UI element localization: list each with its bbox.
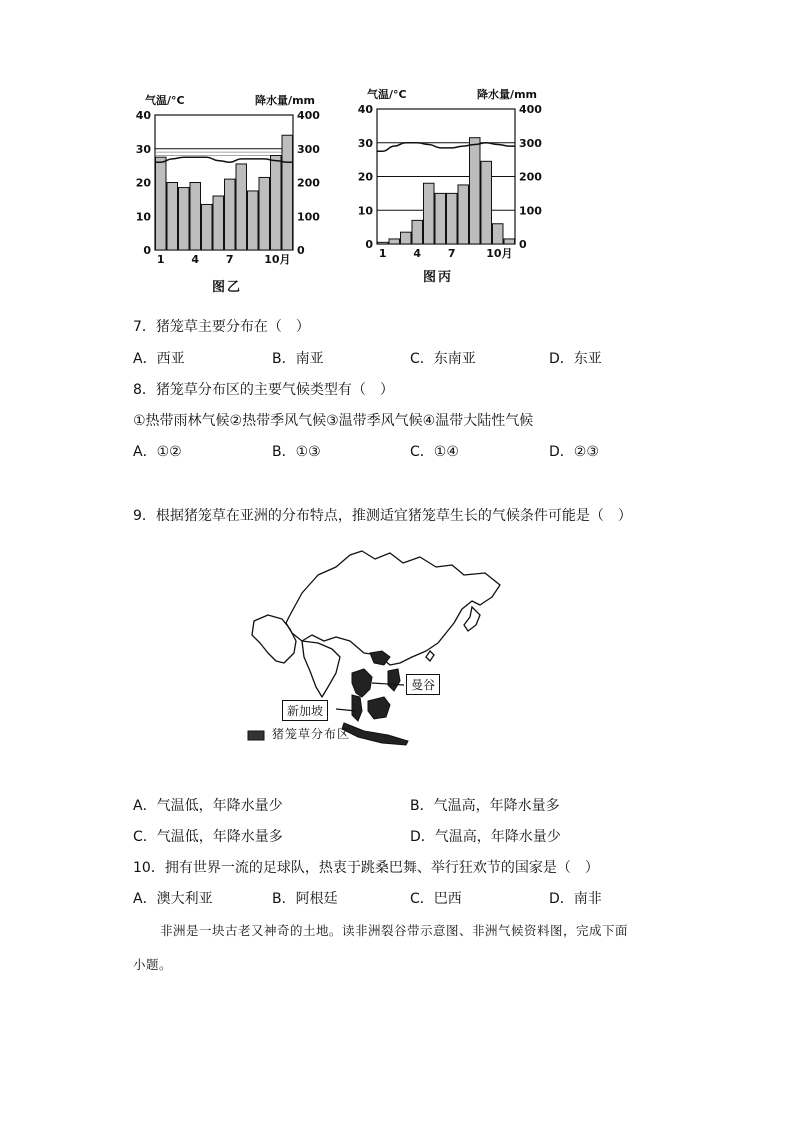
distribution-sumatra-java	[342, 723, 408, 745]
q8-stem: 8．猪笼草分布区的主要气候类型有（ ）	[133, 382, 394, 398]
y-left-tick-label: 30	[135, 142, 151, 156]
q7-option-a[interactable]: A．西亚	[133, 351, 185, 367]
distribution-borneo	[368, 697, 390, 719]
y-left-tick-label: 20	[357, 170, 373, 184]
x-tick-label: 4	[191, 253, 200, 266]
precipitation-bar	[504, 239, 515, 244]
q7-option-d[interactable]: D．东亚	[549, 351, 602, 367]
chart-bing-caption: 图丙	[423, 270, 454, 285]
y-right-tick-label: 400	[519, 103, 542, 116]
precipitation-bar	[412, 220, 423, 244]
q7-stem: 7．猪笼草主要分布在（ ）	[133, 319, 310, 335]
y-left-tick-label: 40	[135, 109, 151, 122]
q9-option-c[interactable]: C．气温低，年降水量多	[133, 829, 283, 845]
precipitation-bar	[401, 232, 412, 244]
q10-option-c[interactable]: C．巴西	[410, 891, 462, 907]
precipitation-bar	[225, 179, 236, 250]
precipitation-bar	[424, 183, 435, 244]
y-left-tick-label: 40	[357, 103, 373, 116]
y-right-tick-label: 400	[297, 109, 320, 122]
q9-option-b[interactable]: B．气温高，年降水量多	[410, 798, 560, 814]
asia-outline	[286, 551, 500, 665]
passage-line-1: 非洲是一块古老又神奇的土地。读非洲裂谷带示意图、非洲气候资料图，完成下面	[160, 923, 629, 938]
x-tick-label: 10月	[486, 247, 513, 260]
q8-option-c[interactable]: C．①④	[410, 444, 459, 460]
climate-chart-bing-svg	[352, 84, 552, 264]
passage-line-2: 小题。	[133, 957, 173, 972]
q8-option-b[interactable]: B．①③	[272, 444, 321, 460]
y-left-tick-label: 30	[357, 136, 373, 150]
q8-items: ①热带雨林气候②热带季风气候③温带季风气候④温带大陆性气候	[133, 413, 534, 429]
q7-option-b[interactable]: B．南亚	[272, 351, 324, 367]
precipitation-bar	[435, 193, 446, 244]
climate-chart-yi-svg	[130, 90, 330, 270]
climate-chart-bing	[352, 84, 552, 264]
y-right-axis-label: 降水量/mm	[477, 88, 537, 101]
y-left-axis-label: 气温/°C	[367, 88, 407, 101]
japan-outline	[464, 607, 480, 631]
y-left-tick-label: 20	[135, 176, 151, 190]
precipitation-bar	[271, 156, 282, 251]
legend-swatch	[248, 731, 264, 740]
precipitation-bar	[481, 161, 492, 244]
q9-stem: 9．根据猪笼草在亚洲的分布特点，推测适宜猪笼草生长的气候条件可能是（ ）	[133, 508, 632, 524]
y-left-tick-label: 0	[365, 238, 373, 251]
precipitation-bar	[213, 196, 224, 250]
x-tick-label: 1	[156, 253, 165, 266]
y-right-tick-label: 0	[297, 244, 305, 257]
taiwan-outline	[426, 651, 434, 661]
x-tick-label: 7	[225, 253, 234, 266]
q7-option-c[interactable]: C．东南亚	[410, 351, 476, 367]
q9-option-d[interactable]: D．气温高，年降水量少	[410, 829, 561, 845]
y-right-tick-label: 200	[297, 176, 320, 190]
y-right-tick-label: 100	[519, 204, 542, 218]
precipitation-bar	[259, 177, 270, 250]
x-tick-label: 4	[413, 247, 422, 260]
india-outline	[302, 641, 340, 697]
map-label-singapore: 新加坡	[282, 700, 328, 721]
y-right-tick-label: 200	[519, 170, 542, 184]
y-right-tick-label: 300	[519, 136, 542, 150]
y-right-tick-label: 0	[519, 238, 527, 251]
q8-option-d[interactable]: D．②③	[549, 444, 599, 460]
asia-map-svg	[240, 545, 510, 750]
precipitation-bar	[470, 138, 481, 244]
precipitation-bar	[236, 164, 247, 250]
precipitation-bar	[156, 157, 167, 250]
y-left-tick-label: 10	[135, 210, 151, 224]
q9-option-a[interactable]: A．气温低，年降水量少	[133, 798, 283, 814]
map-legend-label: 猪笼草分布区	[272, 727, 351, 741]
distribution-indochina	[352, 669, 372, 697]
asia-map	[240, 545, 510, 754]
x-tick-label: 1	[378, 247, 387, 260]
q10-option-b[interactable]: B．阿根廷	[272, 891, 338, 907]
precipitation-bar	[389, 239, 400, 244]
precipitation-bar	[458, 185, 469, 244]
y-right-tick-label: 100	[297, 210, 320, 224]
precipitation-bar	[378, 242, 389, 244]
precipitation-bar	[493, 224, 504, 244]
q8-option-a[interactable]: A．①②	[133, 444, 182, 460]
q10-stem: 10．拥有世界一流的足球队，热衷于跳桑巴舞、举行狂欢节的国家是（ ）	[133, 860, 599, 876]
precipitation-bar	[179, 188, 190, 250]
precipitation-bar	[202, 204, 213, 250]
y-right-axis-label: 降水量/mm	[255, 94, 315, 107]
precipitation-bar	[447, 193, 458, 244]
y-right-tick-label: 300	[297, 142, 320, 156]
temperature-curve	[377, 143, 515, 151]
y-left-axis-label: 气温/°C	[145, 94, 185, 107]
chart-yi-caption: 图乙	[212, 280, 243, 295]
x-tick-label: 7	[447, 247, 456, 260]
y-left-tick-label: 10	[357, 204, 373, 218]
precipitation-bar	[167, 183, 178, 251]
arabia-outline	[252, 615, 296, 663]
y-left-tick-label: 0	[143, 244, 151, 257]
precipitation-bar	[190, 183, 201, 251]
q10-option-d[interactable]: D．南非	[549, 891, 602, 907]
distribution-philippines	[388, 669, 400, 691]
precipitation-bar	[248, 191, 259, 250]
x-tick-label: 10月	[264, 253, 291, 266]
map-label-bangkok: 曼谷	[406, 674, 440, 695]
precipitation-bar	[282, 135, 293, 250]
climate-chart-yi	[130, 90, 330, 270]
q10-option-a[interactable]: A．澳大利亚	[133, 891, 213, 907]
distribution-malaya	[352, 695, 362, 721]
